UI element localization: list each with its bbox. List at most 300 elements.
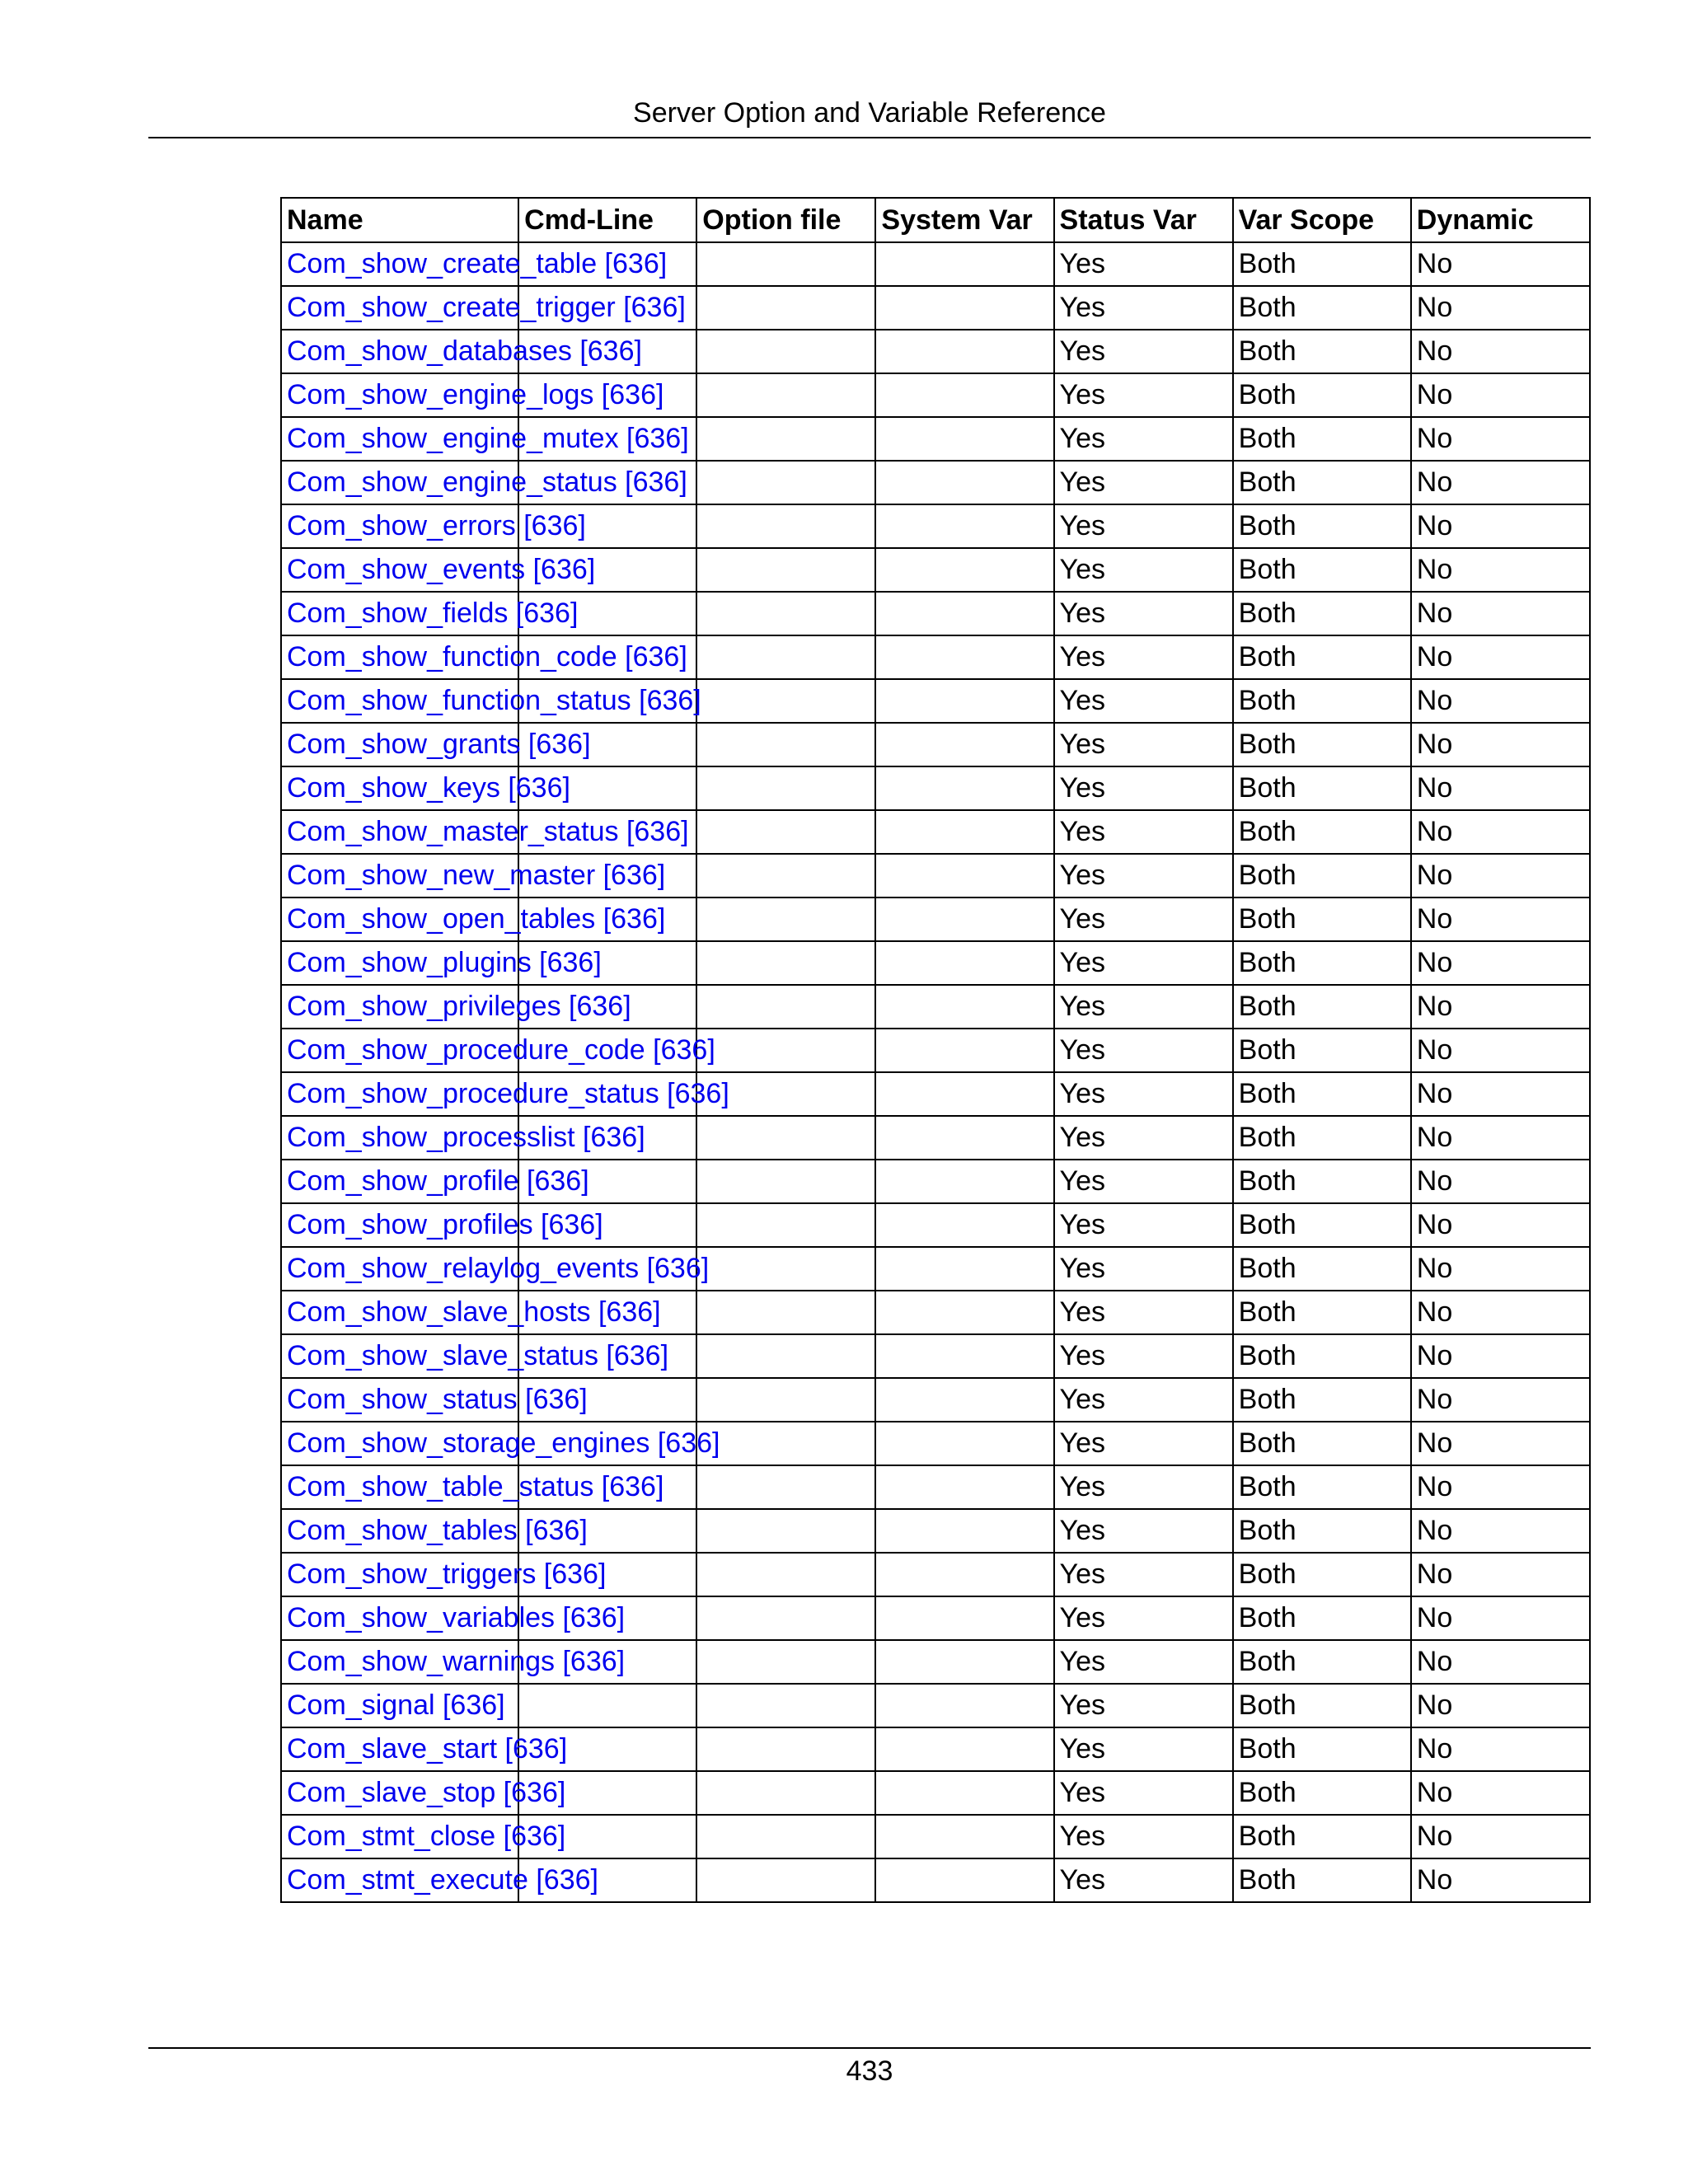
- var-scope-cell: Both: [1233, 1334, 1411, 1378]
- system-var-cell: [875, 898, 1053, 941]
- table-row: [281, 766, 1590, 810]
- var-scope-cell: Both: [1233, 1596, 1411, 1640]
- option-file-cell: [696, 373, 875, 417]
- table-row: [281, 592, 1590, 635]
- var-scope-cell: Both: [1233, 417, 1411, 461]
- dynamic-cell: No: [1411, 1684, 1590, 1727]
- table-row: [281, 1815, 1590, 1858]
- option-file-cell: [696, 766, 875, 810]
- var-scope-cell: Both: [1233, 504, 1411, 548]
- name-cell: [281, 1160, 589, 1203]
- name-cell: [281, 1247, 710, 1291]
- variable-name-link[interactable]: Com_show_slave_hosts [636]: [287, 1296, 661, 1328]
- system-var-cell: [875, 1422, 1053, 1465]
- table-row: [281, 1378, 1590, 1422]
- name-cell: [281, 1727, 568, 1771]
- status-var-cell: Yes: [1054, 286, 1233, 330]
- status-var-cell: Yes: [1054, 1291, 1233, 1334]
- var-scope-cell: Both: [1233, 810, 1411, 854]
- status-var-cell: Yes: [1054, 1640, 1233, 1684]
- dynamic-cell: No: [1411, 330, 1590, 373]
- dynamic-cell: No: [1411, 1640, 1590, 1684]
- name-cell: [281, 1553, 607, 1596]
- system-var-cell: [875, 810, 1053, 854]
- option-file-cell: [696, 504, 875, 548]
- table-row: [281, 1247, 1590, 1291]
- table-row: [281, 373, 1590, 417]
- var-scope-cell: Both: [1233, 766, 1411, 810]
- table-row: [281, 810, 1590, 854]
- status-var-cell: Yes: [1054, 417, 1233, 461]
- column-header-option-file: Option file: [696, 198, 875, 242]
- name-cell: [281, 854, 666, 898]
- var-scope-cell: Both: [1233, 1247, 1411, 1291]
- variable-name-link[interactable]: Com_show_engine_logs [636]: [287, 379, 664, 410]
- var-scope-cell: Both: [1233, 635, 1411, 679]
- status-var-cell: Yes: [1054, 679, 1233, 723]
- option-file-cell: [696, 1684, 875, 1727]
- table-row: [281, 417, 1590, 461]
- dynamic-cell: No: [1411, 286, 1590, 330]
- dynamic-cell: No: [1411, 1509, 1590, 1553]
- option-file-cell: [696, 548, 875, 592]
- option-file-cell: [696, 1596, 875, 1640]
- var-scope-cell: Both: [1233, 985, 1411, 1029]
- dynamic-cell: No: [1411, 548, 1590, 592]
- system-var-cell: [875, 1509, 1053, 1553]
- dynamic-cell: No: [1411, 1334, 1590, 1378]
- name-cell: [281, 1422, 720, 1465]
- option-file-cell: [696, 1422, 875, 1465]
- var-scope-cell: Both: [1233, 1378, 1411, 1422]
- status-var-cell: Yes: [1054, 985, 1233, 1029]
- system-var-cell: [875, 1247, 1053, 1291]
- variable-name-link[interactable]: Com_show_procedure_status [636]: [287, 1078, 729, 1109]
- dynamic-cell: No: [1411, 1553, 1590, 1596]
- system-var-cell: [875, 1160, 1053, 1203]
- option-file-cell: [696, 635, 875, 679]
- status-var-cell: Yes: [1054, 766, 1233, 810]
- status-var-cell: Yes: [1054, 898, 1233, 941]
- dynamic-cell: No: [1411, 1771, 1590, 1815]
- status-var-cell: Yes: [1054, 1684, 1233, 1727]
- name-cell: [281, 242, 668, 286]
- variable-name-link[interactable]: Com_stmt_close [636]: [287, 1821, 566, 1852]
- dynamic-cell: No: [1411, 898, 1590, 941]
- system-var-cell: [875, 1640, 1053, 1684]
- variable-name-link[interactable]: Com_show_procedure_code [636]: [287, 1034, 715, 1066]
- table-row: [281, 723, 1590, 766]
- dynamic-cell: No: [1411, 1858, 1590, 1902]
- name-cell: [281, 373, 664, 417]
- table-row: [281, 635, 1590, 679]
- var-scope-cell: Both: [1233, 1072, 1411, 1116]
- status-var-cell: Yes: [1054, 1378, 1233, 1422]
- status-var-cell: Yes: [1054, 1160, 1233, 1203]
- var-scope-cell: Both: [1233, 1771, 1411, 1815]
- table-row: [281, 1072, 1590, 1116]
- table-row: [281, 1291, 1590, 1334]
- dynamic-cell: No: [1411, 1116, 1590, 1160]
- variable-name-link[interactable]: Com_show_errors [636]: [287, 510, 586, 541]
- table-row: [281, 1727, 1590, 1771]
- option-file-cell: [696, 1160, 875, 1203]
- system-var-cell: [875, 854, 1053, 898]
- variable-name-link[interactable]: Com_show_open_tables [636]: [287, 903, 666, 935]
- table-row: [281, 1160, 1590, 1203]
- table-row: [281, 1684, 1590, 1727]
- variable-name-link[interactable]: Com_show_privileges [636]: [287, 991, 631, 1022]
- var-scope-cell: Both: [1233, 941, 1411, 985]
- variable-name-link[interactable]: Com_signal [636]: [287, 1690, 505, 1721]
- var-scope-cell: Both: [1233, 373, 1411, 417]
- option-file-cell: [696, 1509, 875, 1553]
- option-file-cell: [696, 1378, 875, 1422]
- dynamic-cell: No: [1411, 766, 1590, 810]
- status-var-cell: Yes: [1054, 1465, 1233, 1509]
- name-cell: [281, 1858, 598, 1902]
- var-scope-cell: Both: [1233, 723, 1411, 766]
- cmd-line-cell: [518, 1684, 696, 1727]
- table-row: [281, 985, 1590, 1029]
- name-cell: [281, 679, 701, 723]
- variable-name-link[interactable]: Com_slave_start [636]: [287, 1733, 568, 1765]
- system-var-cell: [875, 592, 1053, 635]
- table-row: [281, 1640, 1590, 1684]
- dynamic-cell: No: [1411, 635, 1590, 679]
- dynamic-cell: No: [1411, 810, 1590, 854]
- option-file-cell: [696, 461, 875, 504]
- dynamic-cell: No: [1411, 373, 1590, 417]
- name-cell: [281, 1334, 669, 1378]
- name-cell: [281, 1596, 626, 1640]
- table-row: [281, 854, 1590, 898]
- variable-name-link[interactable]: Com_show_function_code [636]: [287, 641, 687, 673]
- system-var-cell: [875, 1553, 1053, 1596]
- name-cell: [281, 592, 579, 635]
- dynamic-cell: No: [1411, 679, 1590, 723]
- dynamic-cell: No: [1411, 941, 1590, 985]
- table-row: [281, 1116, 1590, 1160]
- option-file-cell: [696, 1291, 875, 1334]
- name-cell: [281, 1465, 664, 1509]
- dynamic-cell: No: [1411, 723, 1590, 766]
- name-cell: [281, 941, 602, 985]
- header-divider: [148, 137, 1591, 138]
- var-scope-cell: Both: [1233, 1465, 1411, 1509]
- status-var-cell: Yes: [1054, 548, 1233, 592]
- variable-name-link[interactable]: Com_show_relaylog_events [636]: [287, 1253, 710, 1284]
- status-var-cell: Yes: [1054, 242, 1233, 286]
- option-file-cell: [696, 417, 875, 461]
- dynamic-cell: No: [1411, 985, 1590, 1029]
- option-file-cell: [696, 1203, 875, 1247]
- variable-name-link[interactable]: Com_stmt_execute [636]: [287, 1864, 598, 1896]
- dynamic-cell: No: [1411, 1815, 1590, 1858]
- option-file-cell: [696, 1116, 875, 1160]
- dynamic-cell: No: [1411, 461, 1590, 504]
- variable-name-link[interactable]: Com_show_profiles [636]: [287, 1209, 603, 1240]
- dynamic-cell: No: [1411, 1378, 1590, 1422]
- dynamic-cell: No: [1411, 1727, 1590, 1771]
- variable-name-link[interactable]: Com_show_storage_engines [636]: [287, 1427, 720, 1459]
- dynamic-cell: No: [1411, 1422, 1590, 1465]
- var-scope-cell: Both: [1233, 1858, 1411, 1902]
- variable-name-link[interactable]: Com_show_engine_mutex [636]: [287, 423, 689, 454]
- footer-divider: [148, 2047, 1591, 2049]
- table-row: [281, 1029, 1590, 1072]
- status-var-cell: Yes: [1054, 1247, 1233, 1291]
- variable-name-link[interactable]: Com_slave_stop [636]: [287, 1777, 566, 1808]
- status-var-cell: Yes: [1054, 504, 1233, 548]
- name-cell: [281, 1072, 729, 1116]
- status-var-cell: Yes: [1054, 1727, 1233, 1771]
- variable-name-link[interactable]: Com_show_plugins [636]: [287, 947, 602, 978]
- var-scope-cell: Both: [1233, 679, 1411, 723]
- option-file-cell: [696, 723, 875, 766]
- system-var-cell: [875, 242, 1053, 286]
- option-file-cell: [696, 1334, 875, 1378]
- status-var-cell: Yes: [1054, 1029, 1233, 1072]
- option-file-cell: [696, 1247, 875, 1291]
- status-var-cell: Yes: [1054, 1553, 1233, 1596]
- name-cell: [281, 1771, 566, 1815]
- variable-name-link[interactable]: Com_show_new_master [636]: [287, 860, 666, 891]
- system-var-cell: [875, 1116, 1053, 1160]
- status-var-cell: Yes: [1054, 1771, 1233, 1815]
- table-row: [281, 504, 1590, 548]
- var-scope-cell: Both: [1233, 1727, 1411, 1771]
- column-header-system-var: System Var: [875, 198, 1053, 242]
- var-scope-cell: Both: [1233, 461, 1411, 504]
- system-var-cell: [875, 1378, 1053, 1422]
- var-scope-cell: Both: [1233, 1553, 1411, 1596]
- name-cell: [281, 1291, 661, 1334]
- var-scope-cell: Both: [1233, 592, 1411, 635]
- table-header: [281, 198, 1590, 242]
- system-var-cell: [875, 985, 1053, 1029]
- var-scope-cell: Both: [1233, 1160, 1411, 1203]
- dynamic-cell: No: [1411, 592, 1590, 635]
- option-file-cell: [696, 242, 875, 286]
- option-file-cell: [696, 1815, 875, 1858]
- variable-name-link[interactable]: Com_show_fields [636]: [287, 598, 579, 629]
- name-cell: [281, 1116, 645, 1160]
- system-var-cell: [875, 461, 1053, 504]
- name-cell: [281, 985, 631, 1029]
- var-scope-cell: Both: [1233, 242, 1411, 286]
- system-var-cell: [875, 941, 1053, 985]
- var-scope-cell: Both: [1233, 1029, 1411, 1072]
- system-var-cell: [875, 1291, 1053, 1334]
- system-var-cell: [875, 373, 1053, 417]
- system-var-cell: [875, 1815, 1053, 1858]
- option-file-cell: [696, 592, 875, 635]
- name-cell: [281, 1029, 715, 1072]
- dynamic-cell: No: [1411, 1596, 1590, 1640]
- dynamic-cell: No: [1411, 1029, 1590, 1072]
- option-file-cell: [696, 898, 875, 941]
- var-scope-cell: Both: [1233, 1509, 1411, 1553]
- dynamic-cell: No: [1411, 1291, 1590, 1334]
- name-cell: [281, 461, 687, 504]
- var-scope-cell: Both: [1233, 898, 1411, 941]
- var-scope-cell: Both: [1233, 1203, 1411, 1247]
- variable-name-link[interactable]: Com_show_events [636]: [287, 554, 596, 585]
- variable-name-link[interactable]: Com_show_function_status [636]: [287, 685, 701, 716]
- system-var-cell: [875, 723, 1053, 766]
- table-row: [281, 461, 1590, 504]
- system-var-cell: [875, 1727, 1053, 1771]
- variable-name-link[interactable]: Com_show_engine_status [636]: [287, 466, 687, 498]
- variable-name-link[interactable]: Com_show_create_trigger [636]: [287, 292, 686, 323]
- system-var-cell: [875, 1072, 1053, 1116]
- name-cell: [281, 1378, 588, 1422]
- variable-reference-table: [280, 197, 1591, 1903]
- status-var-cell: Yes: [1054, 330, 1233, 373]
- dynamic-cell: No: [1411, 1247, 1590, 1291]
- status-var-cell: Yes: [1054, 1072, 1233, 1116]
- variable-name-link[interactable]: Com_show_status [636]: [287, 1384, 588, 1415]
- option-file-cell: [696, 941, 875, 985]
- var-scope-cell: Both: [1233, 286, 1411, 330]
- option-file-cell: [696, 854, 875, 898]
- status-var-cell: Yes: [1054, 1858, 1233, 1902]
- column-header-var-scope: Var Scope: [1233, 198, 1411, 242]
- variable-name-link[interactable]: Com_show_master_status [636]: [287, 816, 689, 847]
- status-var-cell: Yes: [1054, 1596, 1233, 1640]
- dynamic-cell: No: [1411, 417, 1590, 461]
- option-file-cell: [696, 330, 875, 373]
- dynamic-cell: No: [1411, 1160, 1590, 1203]
- status-var-cell: Yes: [1054, 1815, 1233, 1858]
- system-var-cell: [875, 635, 1053, 679]
- variable-name-link[interactable]: Com_show_grants [636]: [287, 729, 591, 760]
- dynamic-cell: No: [1411, 1203, 1590, 1247]
- variable-name-link[interactable]: Com_show_processlist [636]: [287, 1122, 645, 1153]
- name-cell: [281, 898, 666, 941]
- var-scope-cell: Both: [1233, 1422, 1411, 1465]
- variable-name-link[interactable]: Com_show_warnings [636]: [287, 1646, 626, 1677]
- name-cell: [281, 635, 687, 679]
- status-var-cell: Yes: [1054, 941, 1233, 985]
- table-row: [281, 1858, 1590, 1902]
- header-row: [281, 198, 1590, 242]
- var-scope-cell: Both: [1233, 1116, 1411, 1160]
- name-cell: [281, 1509, 588, 1553]
- name-cell: [281, 1684, 518, 1727]
- system-var-cell: [875, 1858, 1053, 1902]
- option-file-cell: [696, 679, 875, 723]
- table-row: [281, 1334, 1590, 1378]
- status-var-cell: Yes: [1054, 1334, 1233, 1378]
- status-var-cell: Yes: [1054, 373, 1233, 417]
- option-file-cell: [696, 1771, 875, 1815]
- status-var-cell: Yes: [1054, 1116, 1233, 1160]
- option-file-cell: [696, 1858, 875, 1902]
- variable-name-link[interactable]: Com_show_variables [636]: [287, 1602, 626, 1633]
- system-var-cell: [875, 286, 1053, 330]
- system-var-cell: [875, 548, 1053, 592]
- system-var-cell: [875, 1334, 1053, 1378]
- variable-name-link[interactable]: Com_show_databases [636]: [287, 335, 642, 367]
- name-cell: [281, 286, 686, 330]
- variable-name-link[interactable]: Com_show_slave_status [636]: [287, 1340, 669, 1371]
- var-scope-cell: Both: [1233, 1291, 1411, 1334]
- var-scope-cell: Both: [1233, 854, 1411, 898]
- table-row: [281, 1203, 1590, 1247]
- var-scope-cell: Both: [1233, 1815, 1411, 1858]
- table-body: [281, 242, 1590, 1902]
- name-cell: [281, 548, 596, 592]
- dynamic-cell: No: [1411, 504, 1590, 548]
- variable-name-link[interactable]: Com_show_profile [636]: [287, 1165, 589, 1197]
- variable-name-link[interactable]: Com_show_tables [636]: [287, 1515, 588, 1546]
- table-row: [281, 1596, 1590, 1640]
- system-var-cell: [875, 504, 1053, 548]
- table-row: [281, 679, 1590, 723]
- table-row: [281, 1465, 1590, 1509]
- page-number: 433: [846, 2055, 893, 2087]
- column-header-cmd-line: Cmd-Line: [518, 198, 696, 242]
- name-cell: [281, 1640, 626, 1684]
- var-scope-cell: Both: [1233, 1640, 1411, 1684]
- option-file-cell: [696, 985, 875, 1029]
- variable-name-link[interactable]: Com_show_keys [636]: [287, 772, 570, 804]
- variable-name-link[interactable]: Com_show_table_status [636]: [287, 1471, 664, 1502]
- table-row: [281, 1771, 1590, 1815]
- variable-name-link[interactable]: Com_show_create_table [636]: [287, 248, 668, 279]
- system-var-cell: [875, 1771, 1053, 1815]
- status-var-cell: Yes: [1054, 1422, 1233, 1465]
- option-file-cell: [696, 1553, 875, 1596]
- system-var-cell: [875, 1203, 1053, 1247]
- table-row: [281, 898, 1590, 941]
- status-var-cell: Yes: [1054, 723, 1233, 766]
- variable-name-link[interactable]: Com_show_triggers [636]: [287, 1558, 607, 1590]
- name-cell: [281, 417, 689, 461]
- name-cell: [281, 723, 591, 766]
- dynamic-cell: No: [1411, 854, 1590, 898]
- option-file-cell: [696, 286, 875, 330]
- system-var-cell: [875, 766, 1053, 810]
- table-row: [281, 941, 1590, 985]
- system-var-cell: [875, 679, 1053, 723]
- status-var-cell: Yes: [1054, 1203, 1233, 1247]
- table-row: [281, 1422, 1590, 1465]
- status-var-cell: Yes: [1054, 635, 1233, 679]
- system-var-cell: [875, 330, 1053, 373]
- system-var-cell: [875, 1684, 1053, 1727]
- dynamic-cell: No: [1411, 1072, 1590, 1116]
- option-file-cell: [696, 1029, 875, 1072]
- status-var-cell: Yes: [1054, 854, 1233, 898]
- name-cell: [281, 330, 642, 373]
- table-row: [281, 286, 1590, 330]
- status-var-cell: Yes: [1054, 1509, 1233, 1553]
- name-cell: [281, 766, 570, 810]
- system-var-cell: [875, 1465, 1053, 1509]
- status-var-cell: Yes: [1054, 461, 1233, 504]
- system-var-cell: [875, 417, 1053, 461]
- option-file-cell: [696, 1465, 875, 1509]
- system-var-cell: [875, 1029, 1053, 1072]
- status-var-cell: Yes: [1054, 592, 1233, 635]
- name-cell: [281, 504, 586, 548]
- var-scope-cell: Both: [1233, 548, 1411, 592]
- option-file-cell: [696, 810, 875, 854]
- var-scope-cell: Both: [1233, 330, 1411, 373]
